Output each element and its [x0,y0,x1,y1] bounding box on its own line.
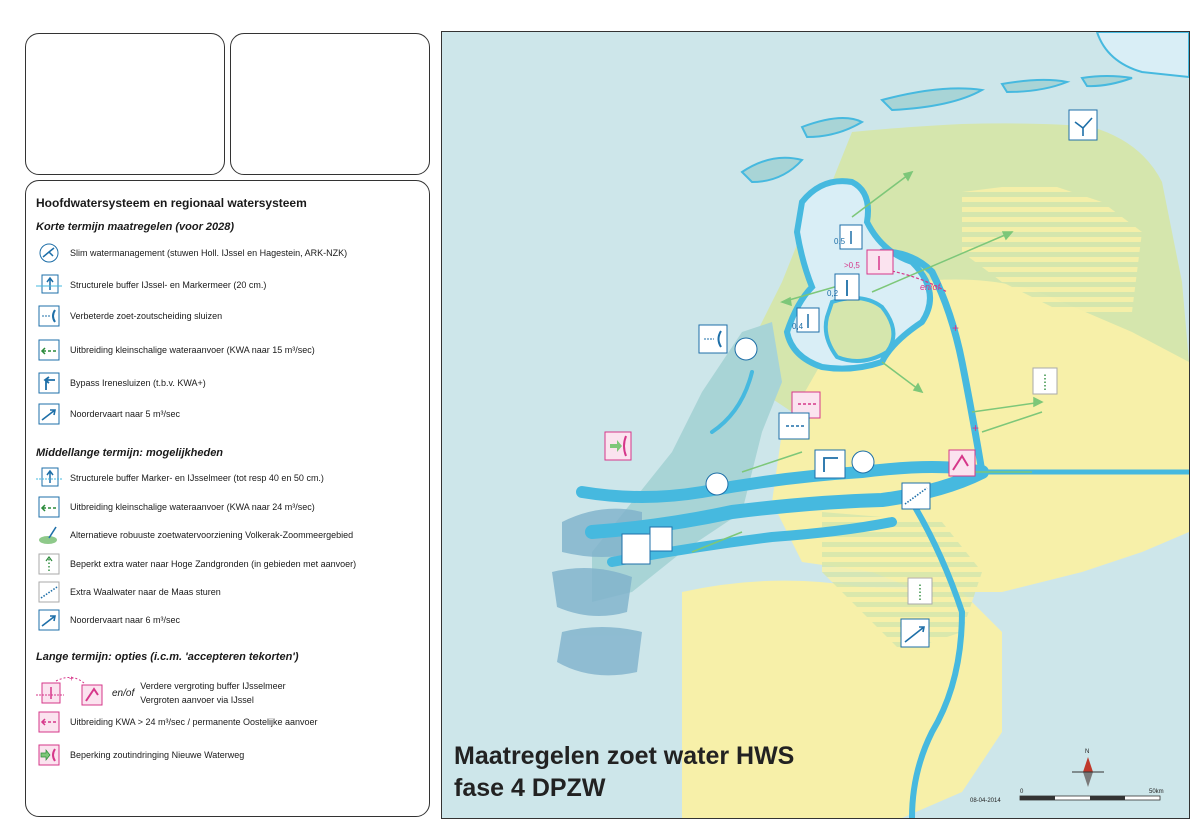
legend-item: Verbeterde zoet-zoutscheiding sluizen [36,305,426,327]
legend-title: Hoofdwatersysteem en regionaal watersysteem [36,196,307,210]
slim-watermanagement-map-icon [706,473,728,495]
legend-item: Alternatieve robuuste zoetwatervoorziening Volkerak-Zoommeergebied [36,524,426,546]
kleinschalige-aanvoer-24-icon [36,496,62,518]
legend-section-medium-term: Middellange termijn: mogelijkheden [36,447,224,459]
noordervaart-icon [36,403,62,425]
buffer-vergroting-icon [36,675,108,711]
legend-item: + en/of Verdere vergroting buffer IJsselmeer Vergroten aanvoer via IJssel [36,673,426,713]
waalwater-map-icon [902,483,930,509]
legend-section-short-term: Korte termijn maatregelen (voor 2028) [36,221,235,233]
svg-text:08-04-2014: 08-04-2014 [970,798,1001,804]
plus-symbol: + [952,321,960,335]
slim-watermanagement-icon [36,242,62,264]
legend-item: Uitbreiding kleinschalige wateraanvoer (KWA naar 15 m³/sec) [36,339,426,361]
buffer-marker-icon [36,467,62,489]
kleinschalige-aanvoer-icon [36,339,62,361]
legend-panel [25,180,430,817]
flevoland [826,298,894,361]
svg-text:0: 0 [1020,789,1024,795]
slim-watermanagement-map-icon [852,451,874,473]
aanvoer-ijssel-map-icon [949,450,975,476]
kwa-oostelijk-icon [36,711,62,733]
scale-bar [970,789,1164,804]
buffer-ijssel-icon [36,274,62,296]
netherlands-map [442,32,1189,818]
legend-item: Extra Waalwater naar de Maas sturen [36,581,426,603]
waalwater-maas-icon [36,581,62,603]
hoge-zandgronden-map-icon [908,578,932,604]
svg-text:0,5: 0,5 [834,237,846,246]
legend-item: Noordervaart naar 6 m³/sec [36,609,426,631]
legend-item: Uitbreiding kleinschalige wateraanvoer (KWA naar 24 m³/sec) [36,496,426,518]
buffer-gt05-map-icon [867,250,893,274]
hoge-zandgronden-icon [36,553,62,575]
map-title-line2: fase 4 DPZW [454,774,606,802]
sluizen-map-icon [622,534,650,564]
svg-text:0,2: 0,2 [827,289,839,298]
legend-item: Structurele buffer IJssel- en Markermeer (20 cm.) [36,274,426,296]
legend-item: Structurele buffer Marker- en IJsselmeer (tot resp 40 en 50 cm.) [36,467,426,489]
plus-symbol: + [972,421,980,435]
svg-text:0,4: 0,4 [792,322,804,331]
legend-item: Slim watermanagement (stuwen Holl. IJssel en Hagestein, ARK-NZK) [36,242,426,264]
en-of-label: en/of [920,282,941,292]
legend-item: Beperkt extra water naar Hoge Zandgronden (in gebieden met aanvoer) [36,553,426,575]
map-title-line1: Maatregelen zoet water HWS [454,742,795,770]
legend-item: Bypass Irenesluizen (t.b.v. KWA+) [36,372,426,394]
empty-panel-right [230,33,430,175]
bypass-map-icon [815,450,845,478]
svg-text:50km: 50km [1149,789,1164,795]
ems-dollard [1097,32,1189,77]
legend-item: Beperking zoutindringing Nieuwe Waterweg [36,744,426,766]
zoutindringing-icon [36,744,62,766]
noordervaart-6-icon [36,609,62,631]
legend-item: Uitbreiding KWA > 24 m³/sec / permanente Oostelijke aanvoer [36,711,426,733]
noordervaart-map-icon [901,619,929,647]
bypass-irenesluizen-icon [36,372,62,394]
hoge-zandgronden-map-icon [1033,368,1057,394]
legend-item: Noordervaart naar 5 m³/sec [36,403,426,425]
zoet-zout-sluizen-icon [36,305,62,327]
north-arrow [1072,749,1104,787]
legend-section-long-term: Lange termijn: opties (i.c.m. 'accepteren tekorten') [36,651,299,663]
legend-item-text-stack: Verdere vergroting buffer IJsselmeer Vergroten aanvoer via IJssel [140,681,286,705]
volkerak-icon [36,524,62,546]
svg-text:+: + [69,675,74,683]
svg-text:>0,5: >0,5 [844,261,860,270]
svg-text:N: N [1085,749,1090,755]
map-panel [441,31,1190,819]
slim-watermanagement-map-icon [735,338,757,360]
empty-panel-left [25,33,225,175]
volkerak-map-icon [650,527,672,551]
